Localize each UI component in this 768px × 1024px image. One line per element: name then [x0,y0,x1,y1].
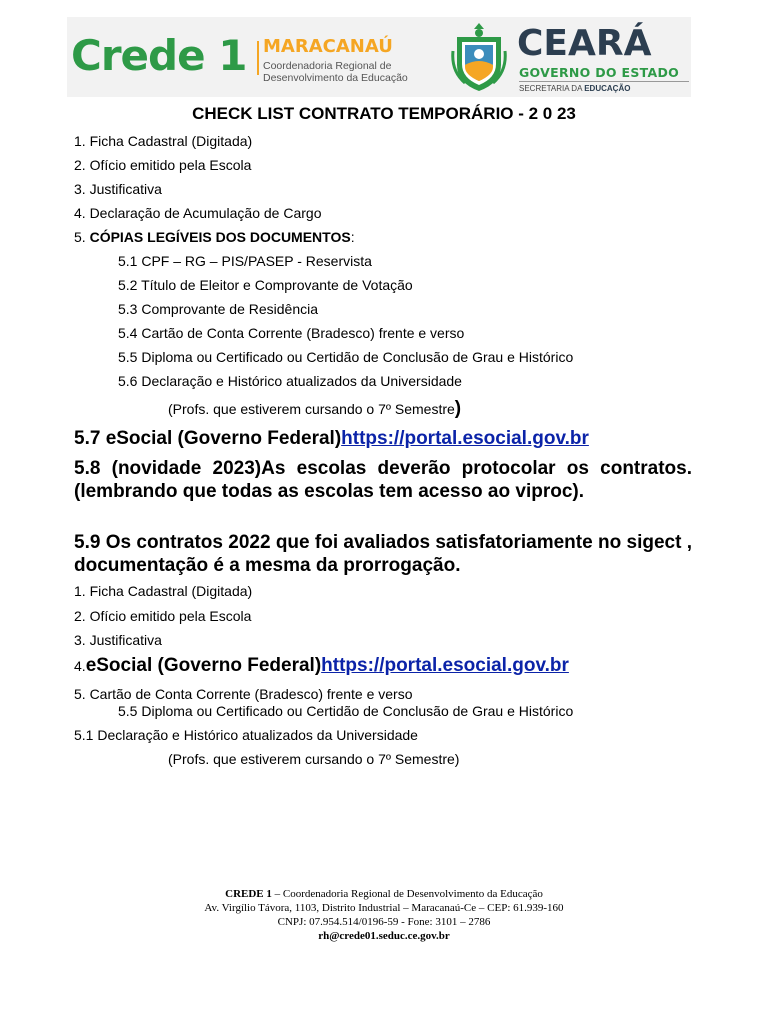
list-item: 2. Ofício emitido pela Escola [74,608,252,624]
list-item: 5. Cartão de Conta Corrente (Bradesco) frente e verso [74,686,413,702]
list-item: 3. Justificativa [74,632,162,648]
secretaria-text: SECRETARIA DA EDUCAÇÃO [519,84,631,93]
list-item-copies: 5. CÓPIAS LEGÍVEIS DOS DOCUMENTOS: [74,229,355,245]
list-item: 5.1 Declaração e Histórico atualizados da Universidade [74,727,418,743]
crede-subtitle: Coordenadoria Regional de Desenvolvimento da Educação [263,60,408,84]
footer-org: CREDE 1 – Coordenadoria Regional de Desenvolvimento da Educação [225,888,543,900]
profs-note: (Profs. que estiverem cursando o 7º Semestre) [168,398,462,419]
list-item: 4. Declaração de Acumulação de Cargo [74,205,322,221]
ceara-gov-text: GOVERNO DO ESTADO [519,65,680,80]
list-item: 1. Ficha Cadastral (Digitada) [74,583,253,599]
sub-item: 5.2 Título de Eleitor e Comprovante de Votação [118,277,413,293]
esocial-line: 5.7 eSocial (Governo Federal)https://portal.esocial.gov.br [74,428,589,449]
sub-item: 5.5 Diploma ou Certificado ou Certidão de Conclusão de Grau e Histórico [118,703,574,719]
profs-note: (Profs. que estiverem cursando o 7º Semestre) [168,751,460,767]
page-title: CHECK LIST CONTRATO TEMPORÁRIO - 2 0 23 [192,104,576,123]
footer-cnpj: CNPJ: 07.954.514/0196-59 - Fone: 3101 – 2786 [277,916,491,928]
sub-item: 5.6 Declaração e Histórico atualizados da Universidade [118,373,462,389]
sub-item: 5.1 CPF – RG – PIS/PASEP - Reservista [118,253,372,269]
sub-item: 5.3 Comprovante de Residência [118,301,319,317]
esocial-link[interactable]: https://portal.esocial.gov.br [341,428,589,449]
footer-email: rh@crede01.seduc.ce.gov.br [318,930,450,942]
list-item: 3. Justificativa [74,181,162,197]
ceara-logo-text: CEARÁ [517,23,652,64]
list-item: 2. Ofício emitido pela Escola [74,157,252,173]
esocial-link[interactable]: https://portal.esocial.gov.br [321,655,569,676]
crede-logo-divider [257,41,259,75]
crede-logo-text: Crede 1 [71,31,247,80]
header-banner [67,17,691,97]
esocial-line: 4.eSocial (Governo Federal)https://portal.esocial.gov.br [74,655,569,676]
sub-item: 5.4 Cartão de Conta Corrente (Bradesco) frente e verso [118,325,465,341]
ceara-divider [519,81,689,82]
paragraph-5-8: 5.8 (novidade 2023)As escolas deverão protocolar os contratos.(lembrando que todas as escolas tem acesso ao viproc). [74,458,692,502]
crede-city: MARACANAÚ [263,36,393,57]
footer-address: Av. Virgílio Távora, 1103, Distrito Industrial – Maracanaú-Ce – CEP: 61.939-160 [204,902,564,914]
paragraph-5-9: 5.9 Os contratos 2022 que foi avaliados satisfatoriamente no sigect , documentação é a mesma da prorrogação. [74,532,692,576]
sub-item: 5.5 Diploma ou Certificado ou Certidão de Conclusão de Grau e Histórico [118,349,574,365]
list-item: 1. Ficha Cadastral (Digitada) [74,133,253,149]
ceara-crest-icon [451,21,507,93]
